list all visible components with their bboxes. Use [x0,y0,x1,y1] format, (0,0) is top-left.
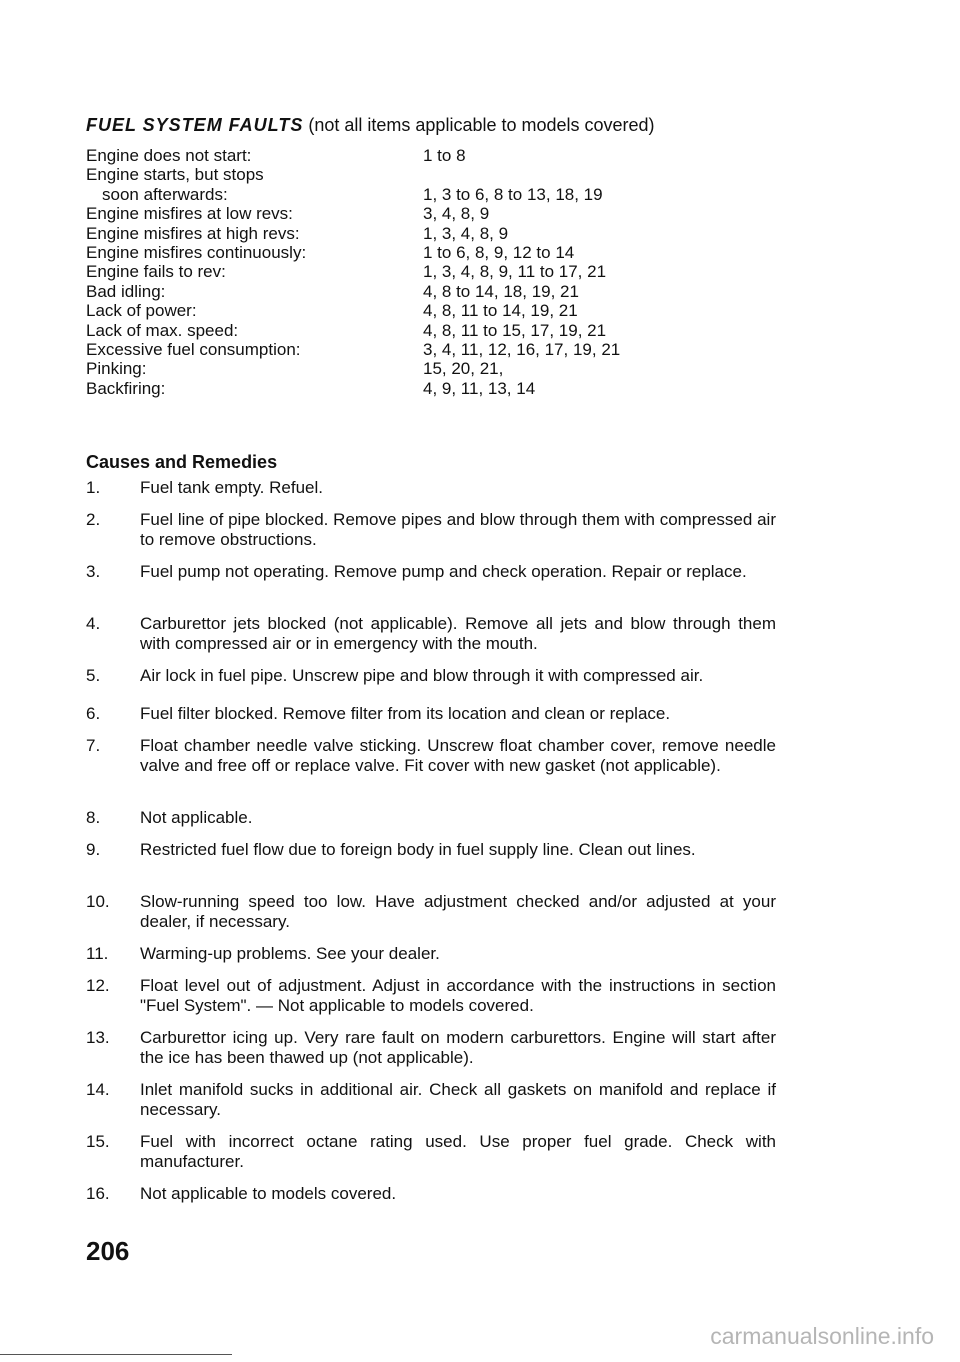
fault-row [86,243,786,262]
fault-items: 1, 3, 4, 8, 9 [423,223,509,243]
fault-row [86,262,786,281]
remedy-number: 10. [86,892,110,911]
fault-row [86,282,786,301]
remedy-item [86,666,776,686]
remedy-number: 12. [86,976,110,995]
remedy-text: Not applicable to models covered. [140,1184,397,1203]
remedy-text: Fuel pump not operating. Remove pump and check operation. Repair or replace. [140,562,747,581]
fault-condition: Engine misfires at low revs: [86,204,293,224]
fault-row [86,185,786,204]
remedy-text: Fuel tank empty. Refuel. [140,478,323,497]
remedy-item [86,1080,776,1120]
remedy-number: 14. [86,1080,110,1099]
remedy-number: 3. [86,562,101,581]
fault-row [86,146,786,165]
fault-row [86,301,786,320]
heading-title: FUEL SYSTEM FAULTS [86,115,304,135]
remedy-item [86,614,776,654]
fault-items: 1 to 6, 8, 9, 12 to 14 [423,243,575,263]
remedy-item [86,510,776,550]
fault-condition: Engine starts, but stops [86,165,264,185]
remedy-number: 16. [86,1184,110,1203]
fault-list [86,146,786,398]
remedy-number: 1. [86,478,101,497]
fault-condition: Engine misfires at high revs: [86,223,300,243]
fault-row [86,165,786,184]
fault-items: 3, 4, 11, 12, 16, 17, 19, 21 [423,340,621,360]
fault-condition: soon afterwards: [102,184,228,204]
fault-condition: Backfiring: [86,378,166,398]
remedy-item [86,976,776,1016]
fault-items: 4, 8, 11 to 15, 17, 19, 21 [423,320,607,340]
remedy-item [86,1184,776,1204]
fault-items: 1 to 8 [423,146,466,165]
remedy-number: 8. [86,808,101,827]
page-number: 206 [86,1236,130,1266]
fault-condition: Pinking: [86,359,147,379]
fault-row [86,224,786,243]
remedy-text: Not applicable. [140,808,253,827]
watermark: carmanualsonline.info [710,1323,934,1349]
fault-condition: Excessive fuel consumption: [86,340,301,360]
remedy-item [86,562,776,582]
fault-items: 4, 8 to 14, 18, 19, 21 [423,281,579,301]
remedy-text: Carburettor jets blocked (not applicable). Remove all jets and blow through them with compressed air or in emergency with the mouth. [140,614,776,653]
remedy-number: 6. [86,704,101,723]
remedy-item [86,840,776,860]
fault-items: 15, 20, 21, [423,359,504,379]
remedy-number: 4. [86,614,101,633]
remedy-item [86,1132,776,1172]
fault-condition: Lack of power: [86,301,197,321]
fault-items: 1, 3, 4, 8, 9, 11 to 17, 21 [423,262,607,282]
remedy-item [86,1028,776,1068]
fault-condition: Engine misfires continuously: [86,243,307,263]
remedy-text: Carburettor icing up. Very rare fault on modern carburettors. Engine will start after the ice has been thawed up (not applicable). [140,1028,776,1067]
remedy-number: 13. [86,1028,110,1047]
fault-row [86,359,786,378]
fault-items: 1, 3 to 6, 8 to 13, 18, 19 [423,184,603,204]
remedy-text: Slow-running speed too low. Have adjustment checked and/or adjusted at your dealer, if necessary. [140,892,776,931]
remedy-number: 5. [86,666,101,685]
remedy-text: Warming-up problems. See your dealer. [140,944,440,963]
fault-row [86,204,786,223]
remedy-number: 15. [86,1132,110,1151]
fault-condition: Bad idling: [86,281,166,301]
section-heading [86,115,655,136]
heading-note: (not all items applicable to models covered) [308,115,655,135]
remedy-item [86,808,776,828]
remedy-number: 7. [86,736,101,755]
fault-items: 4, 8, 11 to 14, 19, 21 [423,301,578,321]
fault-condition: Lack of max. speed: [86,320,239,340]
fault-row [86,340,786,359]
remedy-item [86,892,776,932]
remedy-text: Fuel with incorrect octane rating used. Use proper fuel grade. Check with manufacturer. [140,1132,776,1171]
remedy-text: Float level out of adjustment. Adjust in accordance with the instructions in section "Fuel System". — Not applicable to models covered. [140,976,776,1015]
remedy-item [86,736,776,776]
remedy-number: 2. [86,510,101,529]
remedy-text: Fuel filter blocked. Remove filter from its location and clean or replace. [140,704,671,723]
remedy-text: Fuel line of pipe blocked. Remove pipes and blow through them with compressed air to remove obstructions. [140,510,776,549]
fault-row [86,379,786,398]
remedy-text: Float chamber needle valve sticking. Unscrew float chamber cover, remove needle valve and free off or replace valve. Fit cover with new gasket (not applicable). [140,736,776,775]
remedy-item [86,704,776,724]
remedy-text: Inlet manifold sucks in additional air. Check all gaskets on manifold and replace if necessary. [140,1080,776,1119]
causes-remedies-title: Causes and Remedies [86,452,278,472]
fault-items: 4, 9, 11, 13, 14 [423,378,536,398]
footer-rule [0,1354,232,1355]
remedy-text: Air lock in fuel pipe. Unscrew pipe and blow through it with compressed air. [140,666,704,685]
remedies-list [86,478,776,1218]
remedy-text: Restricted fuel flow due to foreign body in fuel supply line. Clean out lines. [140,840,696,859]
fault-condition: Engine does not start: [86,146,252,165]
remedy-item [86,478,776,498]
fault-items: 3, 4, 8, 9 [423,204,490,224]
fault-condition: Engine fails to rev: [86,262,226,282]
remedy-item [86,944,776,964]
remedy-number: 9. [86,840,101,859]
fault-row [86,321,786,340]
remedy-number: 11. [86,944,109,963]
